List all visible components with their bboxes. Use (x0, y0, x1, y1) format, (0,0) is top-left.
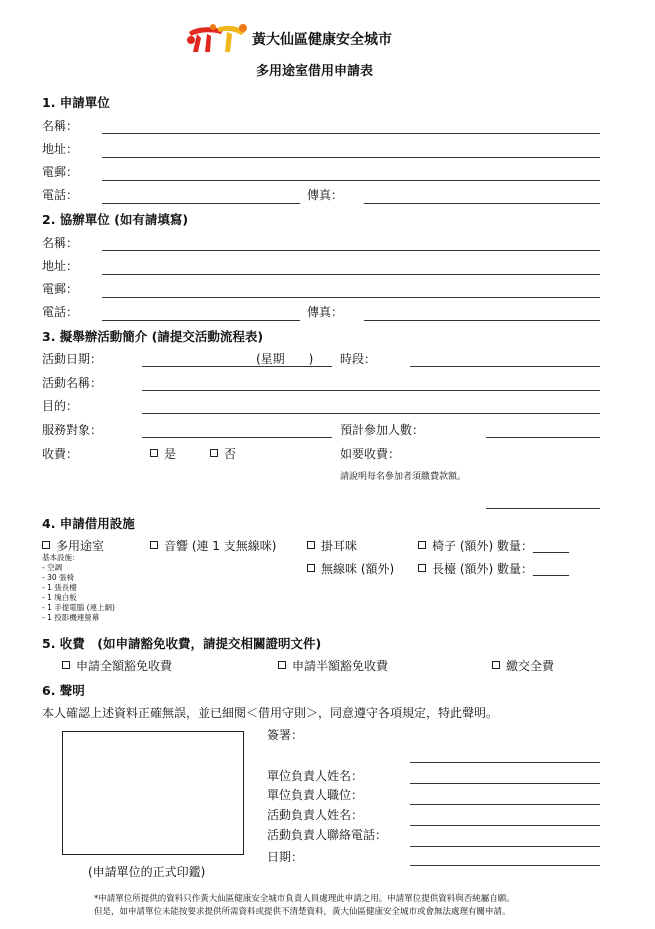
s3-activity-name-field[interactable] (142, 390, 600, 391)
s6-date-label: 日期： (267, 850, 304, 864)
section-1-title: 1. 申請單位 (42, 95, 110, 110)
s6-act-person-label: 活動負責人姓名： (267, 808, 364, 822)
s6-date-field[interactable] (410, 846, 600, 847)
s3-fee-amount-field[interactable] (486, 508, 600, 509)
s2-fax-field[interactable] (364, 320, 600, 321)
form-title: 多用途室借用申請表 (256, 64, 374, 79)
stamp-caption: (申請單位的正式印鑑) (88, 865, 206, 879)
section-3-title: 3. 擬舉辦活動簡介 (請提交活動流程表) (42, 329, 264, 344)
checkbox-icon (418, 564, 426, 572)
footer-note-1: *申請單位所提供的資料只作黃大仙區健康安全城市負責人員處理此申請之用。申請單位提供資料與否純屬自願。 (94, 894, 515, 904)
s4-ear-mic-option[interactable]: 掛耳咪 (307, 537, 357, 554)
s4-basic-item: - 1 投影機連螢幕 (42, 613, 100, 622)
s1-fax-label: 傳真： (307, 188, 344, 202)
s6-extra-field[interactable] (410, 865, 600, 866)
s3-fee-note: 請說明每名參加者須繳費款額。 (340, 472, 467, 482)
s6-person-name-field[interactable] (410, 762, 600, 763)
s2-phone-field[interactable] (102, 320, 300, 321)
s4-basic-item: - 1 手提電腦 (連上網) (42, 603, 115, 612)
checkbox-icon (42, 541, 50, 549)
section-6-title: 6. 聲明 (42, 683, 85, 698)
checkbox-icon (62, 661, 70, 669)
s1-address-label: 地址： (42, 142, 79, 156)
checkbox-icon (150, 541, 158, 549)
s6-person-title-label: 單位負責人職位： (267, 788, 364, 802)
s1-phone-field[interactable] (102, 203, 300, 204)
s4-tables-option[interactable]: 長檯 (額外) 數量：______ (418, 560, 569, 577)
s5-half-waive-option[interactable]: 申請半額豁免收費 (278, 657, 388, 674)
footer-note-2: 但是，如申請單位未能按要求提供所需資料或提供不清楚資料，黃大仙區健康安全城市或會無法處理有關申請。 (94, 907, 511, 917)
section-2-title: 2. 協辦單位 (如有請填寫) (42, 212, 189, 227)
s2-address-label: 地址： (42, 259, 79, 273)
s4-wireless-mic-option[interactable]: 無線咪 (額外) (307, 560, 394, 577)
s1-email-field[interactable] (102, 180, 600, 181)
s2-name-label: 名稱： (42, 236, 79, 250)
s4-basic-item: - 30 張椅 (42, 573, 75, 582)
s1-name-field[interactable] (102, 133, 600, 134)
s6-act-person-field[interactable] (410, 804, 600, 805)
checkbox-icon (210, 449, 218, 457)
s4-multi-room-option[interactable]: 多用途室 (42, 537, 104, 554)
s3-purpose-label: 目的： (42, 399, 79, 413)
s1-fax-field[interactable] (364, 203, 600, 204)
s3-activity-name-label: 活動名稱： (42, 376, 103, 390)
checkbox-icon (307, 541, 315, 549)
s1-address-field[interactable] (102, 157, 600, 158)
s3-weekday-label: (星期 ) (256, 352, 314, 366)
s2-fax-label: 傳真： (307, 305, 344, 319)
s3-target-field[interactable] (142, 437, 332, 438)
s4-basic-item: - 空調 (42, 563, 63, 572)
checkbox-icon (418, 541, 426, 549)
s4-basic-item: - 1 張長檯 (42, 583, 77, 592)
section-4-title: 4. 申請借用設施 (42, 516, 135, 531)
s2-name-field[interactable] (102, 250, 600, 251)
s6-person-title-field[interactable] (410, 783, 600, 784)
checkbox-icon (307, 564, 315, 572)
s3-target-label: 服務對象： (42, 423, 103, 437)
s3-period-field[interactable] (410, 366, 600, 367)
s2-phone-label: 電話： (42, 305, 79, 319)
s3-purpose-field[interactable] (142, 413, 600, 414)
s1-email-label: 電郵： (42, 165, 79, 179)
s3-fee-no[interactable]: 否 (210, 445, 236, 462)
section-5-title: 5. 收費 (如申請豁免收費，請提交相關證明文件) (42, 636, 322, 651)
s3-expected-label: 預計參加人數： (340, 423, 425, 437)
checkbox-icon (278, 661, 286, 669)
s3-fee-yes[interactable]: 是 (150, 445, 176, 462)
logo-icon (183, 22, 249, 56)
s6-act-phone-label: 活動負責人聯絡電話： (267, 828, 388, 842)
s6-act-phone-field[interactable] (410, 825, 600, 826)
stamp-box[interactable] (62, 731, 244, 855)
s2-address-field[interactable] (102, 274, 600, 275)
s6-signature-label: 簽署： (267, 728, 304, 742)
s4-basic-item: - 1 塊白板 (42, 593, 77, 602)
s4-audio-option[interactable]: 音響 (連 1 支無線咪) (150, 537, 276, 554)
s3-expected-field[interactable] (486, 437, 600, 438)
s2-email-label: 電郵： (42, 282, 79, 296)
s4-basic-title: 基本設施： (42, 553, 80, 562)
s1-name-label: 名稱： (42, 119, 79, 133)
org-name: 黃大仙區健康安全城市 (252, 32, 392, 48)
s1-phone-label: 電話： (42, 188, 79, 202)
checkbox-icon (150, 449, 158, 457)
s5-full-waive-option[interactable]: 申請全額豁免收費 (62, 657, 172, 674)
s4-basic-facilities (42, 553, 115, 623)
s3-period-label: 時段： (340, 352, 377, 366)
s3-fee-label: 收費： (42, 447, 79, 461)
s6-statement: 本人確認上述資料正確無誤，並已細閱＜借用守則＞，同意遵守各項規定，特此聲明。 (42, 706, 499, 720)
s3-date-label: 活動日期： (42, 352, 103, 366)
s3-fee-if-label: 如要收費： (340, 447, 401, 461)
checkbox-icon (492, 661, 500, 669)
s5-pay-full-option[interactable]: 繳交全費 (492, 657, 554, 674)
s6-person-name-label: 單位負責人姓名： (267, 769, 364, 783)
s2-email-field[interactable] (102, 297, 600, 298)
s4-chairs-option[interactable]: 椅子 (額外) 數量：______ (418, 537, 569, 554)
